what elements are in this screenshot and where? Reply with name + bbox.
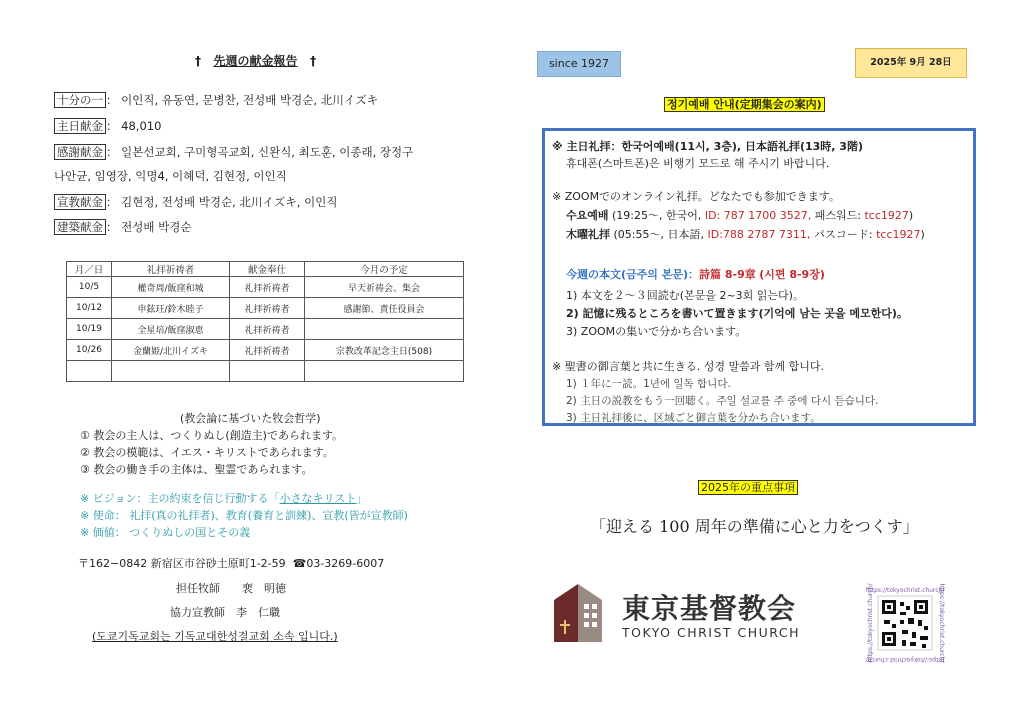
- sep: ：: [106, 93, 118, 107]
- table-row: [67, 340, 464, 361]
- table-row: [67, 298, 464, 319]
- vision-emphasis: 小さなキリスト: [279, 492, 357, 505]
- philosophy-title: (教会論に基づいた牧会哲学): [180, 412, 321, 425]
- sep: ：: [106, 195, 118, 209]
- column-header: 献金奉仕: [230, 262, 305, 277]
- thu-label: 木曜礼拝: [566, 228, 610, 241]
- table-cell: 礼拝祈祷者: [230, 277, 305, 298]
- table-cell: 10/5: [67, 277, 112, 298]
- table-row: [67, 277, 464, 298]
- live-title: ※ 聖書の御言葉と共に生きる. 성경 말씀과 함께 합니다.: [552, 360, 824, 373]
- table-cell: [230, 361, 305, 382]
- date-badge: 2025年 9月 28日: [855, 48, 967, 78]
- church-building-icon: [552, 580, 604, 642]
- offering-names: 48,010: [121, 119, 162, 133]
- table-cell: 10/12: [67, 298, 112, 319]
- table-cell: 10/19: [67, 319, 112, 340]
- qr-url: https://tokyochrist.church/: [938, 583, 945, 663]
- table-cell: 10/26: [67, 340, 112, 361]
- column-header: 礼拝祈祷者: [112, 262, 230, 277]
- qr-url: https://tokyochrist.church/: [865, 656, 945, 663]
- focus-title: [698, 476, 798, 495]
- address: [78, 555, 384, 571]
- address-text: 〒162−0842 新宿区市谷砂土原町1-2-59: [78, 557, 286, 570]
- thu-detail: (05:55〜, 日本語,: [613, 228, 708, 241]
- column-header: 月／日: [67, 262, 112, 277]
- wed-end: ): [908, 209, 914, 222]
- live-item: 3) 主日礼拝後に、区域ごと御言葉を分かち合います。: [566, 412, 821, 424]
- table-cell: [67, 361, 112, 382]
- offering-names: 나안균, 임영장, 익명4, 이혜덕, 김현정, 이인직: [54, 169, 287, 183]
- sep: ：: [106, 145, 118, 159]
- guide-title-text: 정기예배 안내(定期集会の案内): [664, 97, 825, 112]
- offering-names: 김현정, 전성배 박경순, 北川イズキ, 이인직: [121, 195, 338, 209]
- pastor: 担任牧師 裵 明徳: [176, 582, 286, 595]
- vision-line: [80, 490, 367, 506]
- offering-names: 전성배 박경순: [121, 220, 192, 234]
- motto: 「迎える 100 周年の準備に心と力をつくす」: [590, 517, 919, 536]
- table-cell: 礼拝祈祷者: [230, 340, 305, 361]
- wed-id: ID: 787 1700 3527,: [704, 209, 812, 222]
- offering-row: [54, 194, 337, 210]
- vision-suffix: 」: [356, 492, 368, 505]
- offering-label: 建築献金: [54, 219, 106, 235]
- table-cell: 礼拝祈祷者: [230, 298, 305, 319]
- wed-pass: tcc1927: [864, 209, 909, 222]
- step-item: 1) 本文を２〜３回読む(본문을 2~3회 읽는다)。: [566, 289, 804, 302]
- mission-text: ※ 使命： 礼拝(真の礼拝者)、教育(養育と訓練)、宣教(皆が宣教師): [80, 509, 408, 522]
- qr-url: https://tokyochrist.church/: [865, 587, 945, 594]
- table-cell: [112, 361, 230, 382]
- service-line: [552, 138, 863, 154]
- philosophy-item: ② 教会の模範は、イエス・キリストであられます。: [80, 446, 334, 459]
- table-cell: 礼拝祈祷者: [230, 319, 305, 340]
- church-name-en: TOKYO CHRIST CHURCH: [622, 625, 800, 640]
- table-cell: 宗教改革記念主日(508): [305, 340, 464, 361]
- philosophy-item: ① 教会の主人は、つくりぬし(創造主)であられます。: [80, 429, 344, 442]
- offering-row: [54, 144, 413, 160]
- offering-names: 이인직, 유동연, 문병찬, 전성배 박경순, 北川イズキ: [121, 93, 379, 107]
- service-mark: ※ 主日礼拝：: [552, 140, 622, 153]
- offering-row: [54, 118, 161, 134]
- offering-names: 일본선교회, 구미형곡교회, 신완식, 최도훈, 이종래, 장정구: [121, 145, 414, 159]
- wed-detail: (19:25〜, 한국어,: [612, 209, 705, 222]
- live-item: 1) １年に一読。1년에 일독 합니다.: [566, 378, 731, 390]
- table-header-row: [67, 262, 464, 277]
- offering-label: 十分の一: [54, 92, 106, 108]
- text-ref: 詩篇 8-9章: [699, 268, 756, 281]
- table-cell: 金蘭姫/北川イズキ: [112, 340, 230, 361]
- missionary: 協力宣教師 李 仁職: [170, 606, 280, 619]
- table-cell: 感謝節、責任役員会: [305, 298, 464, 319]
- vision-prefix: ※ ビジョン：主の約束を信じ行動する「: [80, 492, 280, 505]
- focus-title-text: 2025年の重点事項: [698, 480, 798, 495]
- offering-row: [54, 168, 287, 184]
- guide-title: [664, 93, 825, 112]
- qr-url: https://tokyochrist.church/: [867, 583, 874, 663]
- thu-end: ): [920, 228, 925, 241]
- table-row: [67, 361, 464, 382]
- table-cell: 申鉉玨/鈴木睦子: [112, 298, 230, 319]
- phone-number: ☎03-3269-6007: [292, 557, 385, 570]
- qr-code-icon[interactable]: [860, 582, 950, 668]
- mission-line: [80, 507, 408, 523]
- offering-row: [54, 92, 378, 108]
- table-cell: [305, 361, 464, 382]
- live-item: 2) 主日の説教をもう一回聴く。주일 설교를 주 중에 다시 듣습니다.: [566, 395, 879, 407]
- offering-label: 主日献金: [54, 118, 106, 134]
- phone-note: 휴대폰(스마트폰)은 비행기 모드로 해 주시기 바랍니다.: [566, 157, 830, 170]
- sep: ：: [106, 119, 118, 133]
- service-times: 한국어예배(11시, 3층), 日本語礼拝(13時, 3階): [621, 140, 863, 153]
- column-header: 今月の予定: [305, 262, 464, 277]
- cross-icon: †: [310, 54, 317, 68]
- offering-label: 感謝献金: [54, 144, 106, 160]
- thu-pass-label: パスコード:: [810, 228, 877, 241]
- offering-report-title: [195, 52, 316, 69]
- wed-pass-label: 패스워드:: [811, 209, 865, 222]
- thu-id: ID:788 2787 7311,: [707, 228, 811, 241]
- thu-pass: tcc1927: [876, 228, 921, 241]
- weekly-text: [566, 266, 825, 282]
- offering-label: 宣教献金: [54, 194, 106, 210]
- table-row: [67, 319, 464, 340]
- schedule-table: [66, 261, 464, 382]
- church-name-jp: 東京基督教会: [622, 592, 797, 625]
- affiliation: (도쿄기독교회는 기독교대한성결교회 소속 입니다.): [92, 630, 338, 643]
- value-line: ※ 価値： つくりぬしの国とその義: [80, 526, 251, 539]
- cross-icon: †: [195, 54, 201, 68]
- since-badge: since 1927: [537, 51, 621, 77]
- table-cell: 權奇周/飯窪和城: [112, 277, 230, 298]
- table-cell: [305, 319, 464, 340]
- title-text: 先週の献金報告: [213, 54, 298, 68]
- table-cell: 全星培/飯窪淑恵: [112, 319, 230, 340]
- wednesday-service: [566, 207, 913, 223]
- table-cell: 早天祈祷会、集会: [305, 277, 464, 298]
- step-item: 2) 記憶に残るところを書いて置きます(기억에 남는 곳을 메모한다)。: [566, 307, 908, 320]
- text-label: 今週の本文(금주의 본문)：: [566, 268, 700, 281]
- zoom-note: ※ ZOOMでのオンライン礼拝。どなたでも参加できます。: [552, 190, 840, 203]
- wed-label: 수요예배: [566, 209, 609, 222]
- thursday-service: [566, 226, 925, 242]
- sep: ：: [106, 220, 118, 234]
- offering-row: [54, 219, 191, 235]
- philosophy-item: ③ 教会の働き手の主体は、聖霊であられます。: [80, 463, 313, 476]
- step-item: 3) ZOOMの集いで分かち合います。: [566, 325, 747, 338]
- text-ref-ko: (시편 8-9장): [759, 268, 825, 281]
